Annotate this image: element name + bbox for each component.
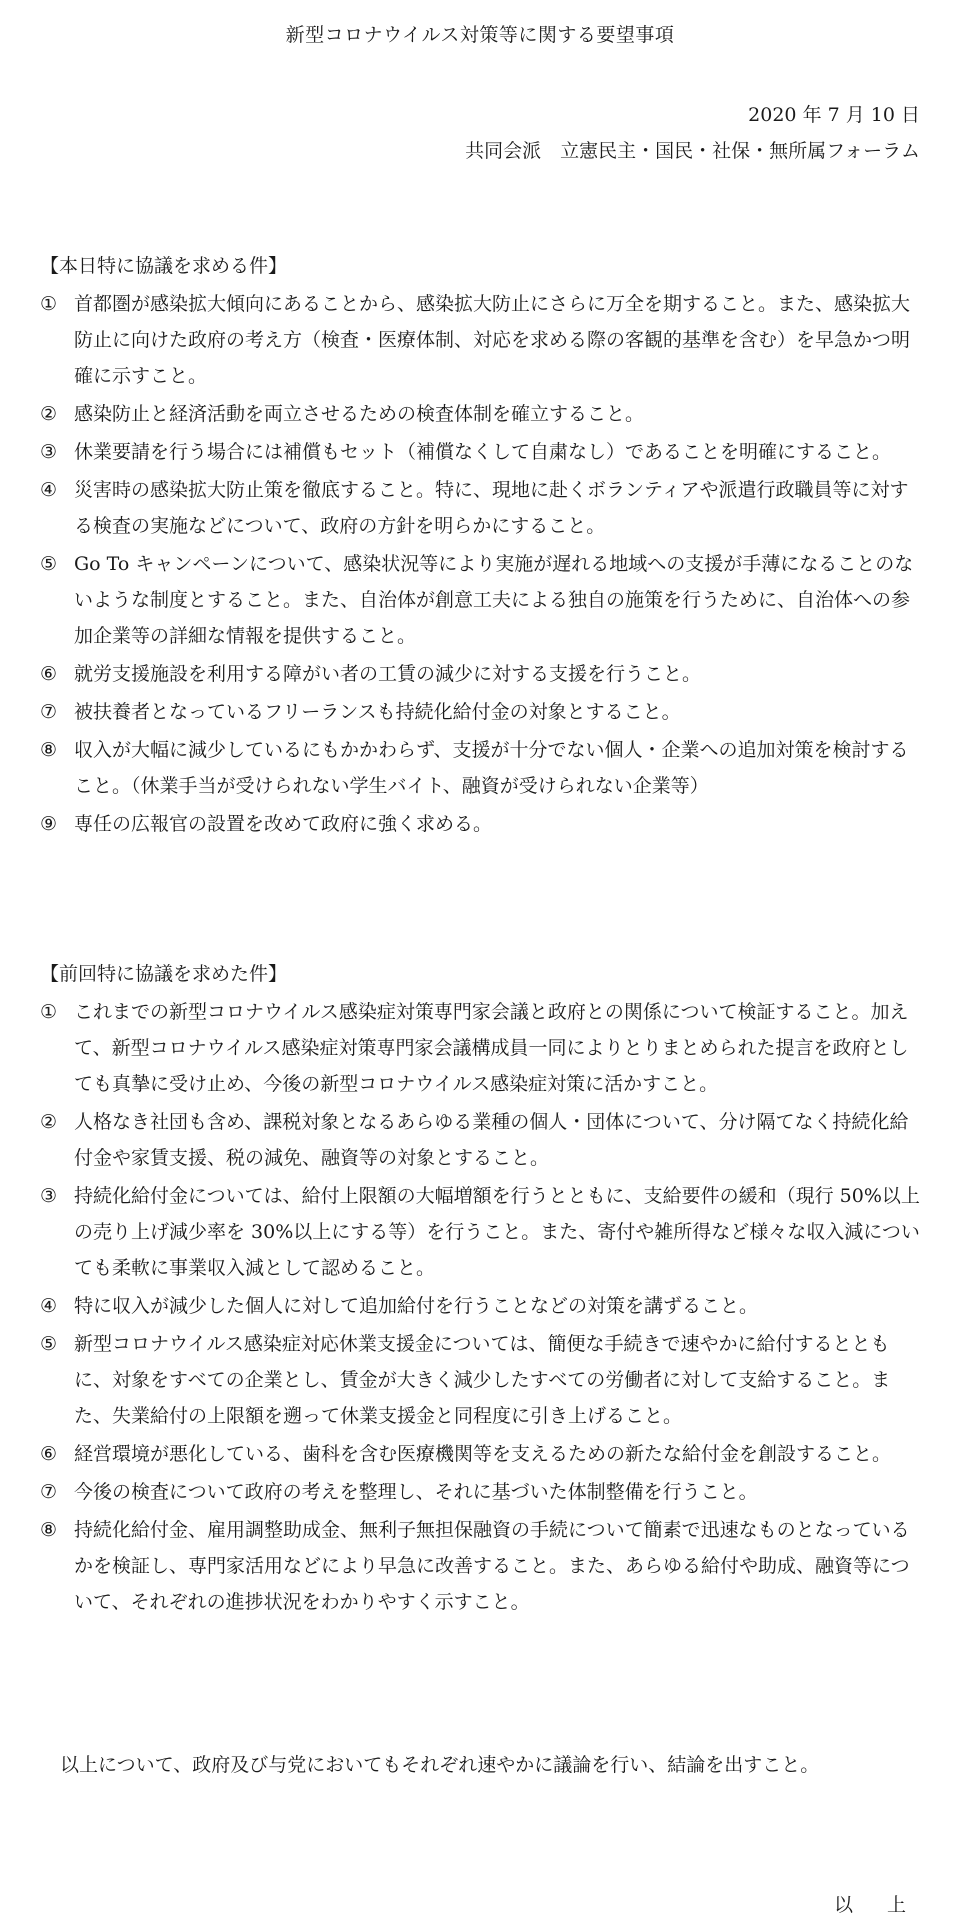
item-number: ⑤ xyxy=(40,553,58,575)
item-text: 経営環境が悪化している、歯科を含む医療機関等を支えるための新たな給付金を創設すること。 xyxy=(74,1443,892,1465)
list-item xyxy=(40,434,922,470)
section-heading: 【本日特に協議を求める件】 xyxy=(40,255,288,277)
list-item xyxy=(40,1512,922,1620)
item-text: 今後の検査について政府の考えを整理し、それに基づいた体制整備を行うこと。 xyxy=(74,1481,758,1503)
item-text: Go To キャンペーンについて、感染状況等により実施が遅れる地域への支援が手薄になることのないような制度とすること。また、自治体が創意工夫による独自の施策を行うために、自治体への参加企業等の詳細な情報を提供すること。 xyxy=(74,553,914,647)
item-number: ⑧ xyxy=(40,1519,58,1541)
item-number: ④ xyxy=(40,1295,58,1317)
list-item xyxy=(40,1104,922,1176)
list-item xyxy=(40,1288,922,1324)
list-item xyxy=(40,472,922,544)
organization-name: 共同会派 立憲民主・国民・社保・無所属フォーラム xyxy=(465,140,920,162)
item-number: ① xyxy=(40,1001,58,1023)
section-previous xyxy=(40,956,922,1622)
item-number: ② xyxy=(40,1111,58,1133)
section-heading: 【前回特に協議を求めた件】 xyxy=(40,963,288,985)
end-mark: 以 上 xyxy=(833,1894,920,1916)
item-number: ① xyxy=(40,293,58,315)
item-text: 災害時の感染拡大防止策を徹底すること。特に、現地に赴くボランティアや派遣行政職員等に対する検査の実施などについて、政府の方針を明らかにすること。 xyxy=(74,479,909,537)
item-number: ② xyxy=(40,403,58,425)
item-text: 休業要請を行う場合には補償もセット（補償なくして自粛なし）であることを明確にすること。 xyxy=(74,441,892,463)
item-text: 新型コロナウイルス感染症対応休業支援金については、簡便な手続きで速やかに給付するとともに、対象をすべての企業とし、賃金が大きく減少したすべての労働者に対して支給すること。また、失業給付の上限額を遡って休業支援金と同程度に引き上げること。 xyxy=(74,1333,891,1427)
item-number: ③ xyxy=(40,441,58,463)
item-text: 被扶養者となっているフリーランスも持続化給付金の対象とすること。 xyxy=(74,701,681,723)
item-number: ③ xyxy=(40,1185,58,1207)
list-item xyxy=(40,994,922,1102)
item-number: ⑥ xyxy=(40,663,58,685)
item-text: 持続化給付金、雇用調整助成金、無利子無担保融資の手続について簡素で迅速なものとなっているかを検証し、専門家活用などにより早急に改善すること。また、あらゆる給付や助成、融資等について、それぞれの進捗状況をわかりやすく示すこと。 xyxy=(74,1519,910,1613)
list-item xyxy=(40,546,922,654)
section-today xyxy=(40,248,922,844)
item-number: ⑥ xyxy=(40,1443,58,1465)
item-number: ⑧ xyxy=(40,739,58,761)
item-text: これまでの新型コロナウイルス感染症対策専門家会議と政府との関係について検証すること。加えて、新型コロナウイルス感染症対策専門家会議構成員一同によりとりまとめられた提言を政府としても真摯に受け止め、今後の新型コロナウイルス感染症対策に活かすこと。 xyxy=(74,1001,909,1095)
item-text: 首都圏が感染拡大傾向にあることから、感染拡大防止にさらに万全を期すること。また、感染拡大防止に向けた政府の考え方（検査・医療体制、対応を求める際の客観的基準を含む）を早急かつ明確に示すこと。 xyxy=(74,293,911,387)
item-number: ⑤ xyxy=(40,1333,58,1355)
item-text: 専任の広報官の設置を改めて政府に強く求める。 xyxy=(74,813,493,835)
item-number: ⑨ xyxy=(40,813,58,835)
item-text: 人格なき社団も含め、課税対象となるあらゆる業種の個人・団体について、分け隔てなく持続化給付金や家賃支援、税の減免、融資等の対象とすること。 xyxy=(74,1111,909,1169)
list-item xyxy=(40,1474,922,1510)
item-text: 収入が大幅に減少しているにもかかわらず、支援が十分でない個人・企業への追加対策を検討すること。（休業手当が受けられない学生バイト、融資が受けられない企業等） xyxy=(74,739,909,797)
closing-statement: 以上について、政府及び与党においてもそれぞれ速やかに議論を行い、結論を出すこと。 xyxy=(60,1754,820,1776)
item-text: 感染防止と経済活動を両立させるための検査体制を確立すること。 xyxy=(74,403,645,425)
list-item xyxy=(40,1178,922,1286)
list-item xyxy=(40,1436,922,1472)
item-number: ⑦ xyxy=(40,1481,58,1503)
item-number: ⑦ xyxy=(40,701,58,723)
document-date: 2020 年 7 月 10 日 xyxy=(748,104,920,126)
document-title: 新型コロナウイルス対策等に関する要望事項 xyxy=(285,24,675,46)
item-text: 特に収入が減少した個人に対して追加給付を行うことなどの対策を講ずること。 xyxy=(74,1295,759,1317)
list-item xyxy=(40,806,922,842)
list-item xyxy=(40,1326,922,1434)
item-text: 就労支援施設を利用する障がい者の工賃の減少に対する支援を行うこと。 xyxy=(74,663,702,685)
item-text: 持続化給付金については、給付上限額の大幅増額を行うとともに、支給要件の緩和（現行 50%以上の売り上げ減少率を 30%以上にする等）を行うこと。また、寄付や雑所得など様々な収入減についても柔軟に事業収入減として認めること。 xyxy=(74,1185,920,1279)
list-item xyxy=(40,396,922,432)
list-item xyxy=(40,656,922,692)
list-item xyxy=(40,694,922,730)
list-item xyxy=(40,732,922,804)
item-number: ④ xyxy=(40,479,58,501)
list-item xyxy=(40,286,922,394)
